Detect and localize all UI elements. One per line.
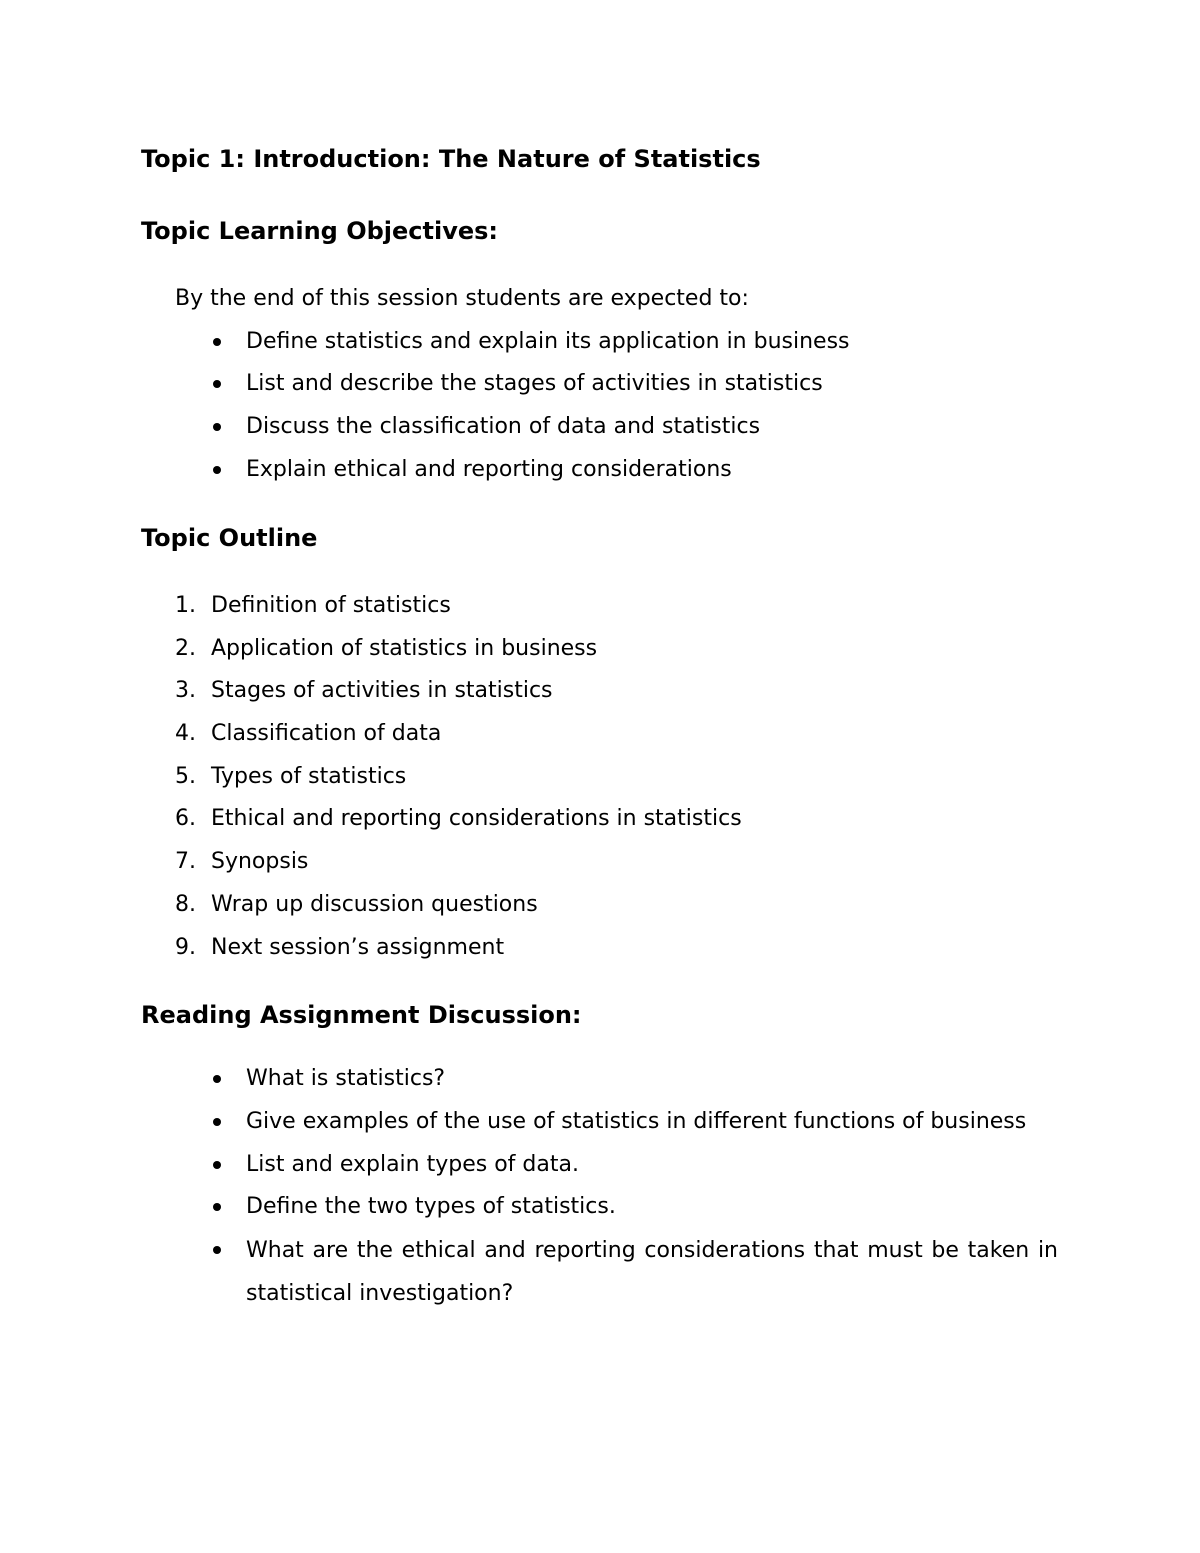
list-item-text: Stages of activities in statistics	[211, 678, 553, 703]
list-item-number: 1.	[175, 593, 196, 618]
list-item-text: What is statistics?	[246, 1066, 446, 1091]
list-item-number: 6.	[175, 806, 196, 831]
bullet-icon	[213, 1203, 221, 1211]
list-item-number: 3.	[175, 678, 196, 703]
list-item-text: Define statistics and explain its application in business	[246, 329, 850, 354]
bullet-icon	[213, 1075, 221, 1083]
list-item-text: Ethical and reporting considerations in statistics	[211, 806, 742, 831]
page-title: Topic 1: Introduction: The Nature of Statistics	[141, 145, 761, 173]
bullet-icon	[213, 1246, 221, 1254]
objectives-intro: By the end of this session students are expected to:	[175, 286, 749, 311]
list-item-number: 9.	[175, 935, 196, 960]
objectives-heading: Topic Learning Objectives:	[141, 217, 499, 245]
list-item-number: 2.	[175, 636, 196, 661]
bullet-icon	[213, 466, 221, 474]
list-item-number: 4.	[175, 721, 196, 746]
list-item-number: 7.	[175, 849, 196, 874]
list-item-text: Next session’s assignment	[211, 935, 505, 960]
list-item-text: Types of statistics	[211, 764, 407, 789]
bullet-icon	[213, 423, 221, 431]
list-item-number: 5.	[175, 764, 196, 789]
bullet-icon	[213, 380, 221, 388]
outline-heading: Topic Outline	[141, 524, 318, 552]
reading-heading: Reading Assignment Discussion:	[141, 1001, 582, 1029]
list-item-text: Application of statistics in business	[211, 636, 598, 661]
list-item-text: Definition of statistics	[211, 593, 451, 618]
list-item-text: List and explain types of data.	[246, 1152, 579, 1177]
list-item-number: 8.	[175, 892, 196, 917]
list-item-text: Discuss the classification of data and statistics	[246, 414, 761, 439]
list-item-text: What are the ethical and reporting considerations that must be taken in statistical investigation?	[246, 1238, 1058, 1306]
list-item-text: Explain ethical and reporting considerations	[246, 457, 732, 482]
list-item-text: Give examples of the use of statistics in different functions of business	[246, 1109, 1027, 1134]
list-item-text: Classification of data	[211, 721, 442, 746]
list-item-text: List and describe the stages of activities in statistics	[246, 371, 823, 396]
list-item-text: Synopsis	[211, 849, 309, 874]
bullet-icon	[213, 1118, 221, 1126]
bullet-icon	[213, 338, 221, 346]
bullet-icon	[213, 1161, 221, 1169]
list-item-text: Define the two types of statistics.	[246, 1194, 616, 1219]
list-item-text: Wrap up discussion questions	[211, 892, 538, 917]
